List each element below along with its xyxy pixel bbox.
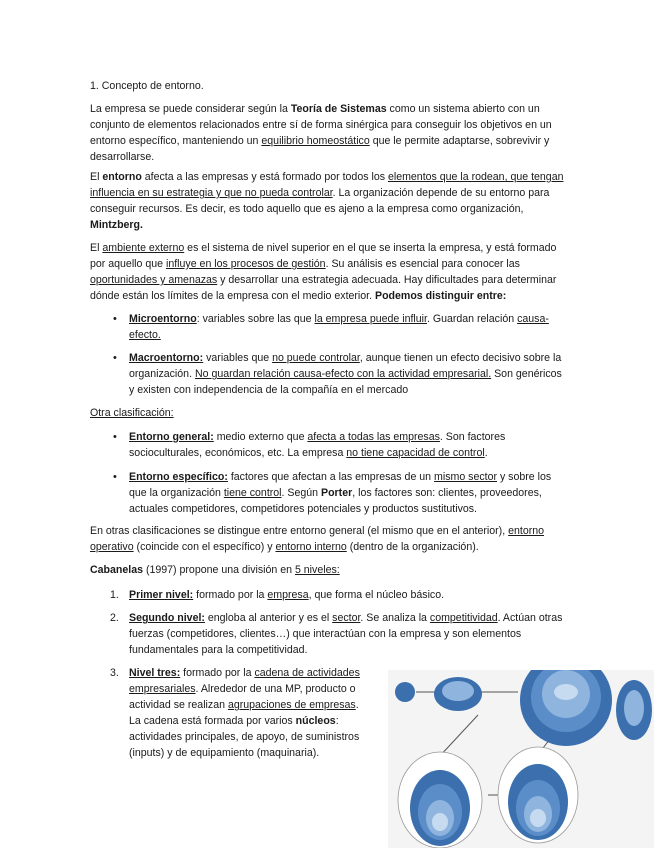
level-four-core [432, 813, 448, 831]
list-number: 3. [110, 667, 119, 679]
list-item-macroentorno: Macroentorno: variables que no puede controlar, aunque tienen un efecto decisivo sobre la organización. No guardan relación causa-efecto con la actividad empresarial. Son genéricos y existen con independencia de la compañía en el mercado [129, 352, 562, 396]
bullet-marker: • [113, 471, 117, 483]
bullet-marker: • [113, 313, 117, 325]
level-two-ring-inner [442, 681, 474, 701]
list-item-entorno-especifico: Entorno específico: factores que afectan a las empresas de un mismo sector y sobre los que la organización tiene control. Según Porter, los factores son: clientes, proveedores, actuales competidores, competidores potenciales y productos sustitutivos. [129, 471, 552, 515]
paragraph-ambiente-externo: El ambiente externo es el sistema de nivel superior en el que se inserta la empresa, y está formado por aquello que influye en los procesos de gestión. Su análisis es esencial para conocer las oportunidades y amenazas y desarrollar una estrategia adecuada. Hay dificultades para determinar dónde están los límites de la empresa con el medio exterior. Podemos distinguir entre: [90, 242, 557, 302]
paragraph-otras-clasificaciones: En otras clasificaciones se distingue entre entorno general (el mismo que en el anterior), entorno operativo (coincide con el específico) y entorno interno (dentro de la organización). [90, 525, 545, 553]
level-item-primer-nivel: Primer nivel: formado por la empresa, que forma el núcleo básico. [129, 589, 445, 601]
paragraph-sistemas: La empresa se puede considerar según la Teoría de Sistemas como un sistema abierto con un conjunto de elementos relacionados entre sí de forma sinérgica para conseguir los objetivos en un entorno específico, manteniendo un equilibrio homeostático que le permite adaptarse, sobrevivir y desarrollarse. [90, 103, 552, 163]
level-core-circle [395, 682, 415, 702]
list-item-entorno-general: Entorno general: medio externo que afecta a todas las empresas. Son factores socioculturales, económicos, etc. La empresa no tiene capacidad de control. [129, 431, 506, 459]
level-three-core [554, 684, 578, 700]
level-item-segundo-nivel: Segundo nivel: engloba al anterior y es el sector. Se analiza la competitividad. Actúan otras fuerzas (competidores, clientes…) que interactúan con la empresa y son elementos fundamentales para la competitividad. [129, 612, 563, 656]
subheading-otra-clasificacion: Otra clasificación: [90, 407, 174, 419]
list-number: 2. [110, 612, 119, 624]
bullet-marker: • [113, 431, 117, 443]
list-number: 1. [110, 589, 119, 601]
paragraph-entorno: El entorno afecta a las empresas y está formado por todos los elementos que la rodean, que tengan influencia en su estrategia y que no pueda controlar. La organización depende de su entorno para conseguir recursos. Es decir, es todo aquello que es ajeno a la empresa como organización, Mintzberg. [90, 171, 564, 231]
section-heading: 1. Concepto de entorno. [90, 80, 204, 92]
level-five-core [530, 809, 546, 827]
bullet-marker: • [113, 352, 117, 364]
paragraph-cabanelas: Cabanelas (1997) propone una división en 5 niveles: [90, 564, 340, 576]
side-ring-inner [624, 690, 644, 726]
levels-diagram-figure [388, 670, 654, 848]
list-item-microentorno: Microentorno: variables sobre las que la empresa puede influir. Guardan relación causa-efecto. [129, 313, 549, 341]
level-item-nivel-tres: Nivel tres: formado por la cadena de actividades empresariales. Alrededor de una MP, producto o actividad se realizan agrupaciones de empresas. La cadena está formada por varios núcleos: actividades principales, de apoyo, de suministros (inputs) y de equipamiento (maquinaria). [129, 667, 360, 759]
